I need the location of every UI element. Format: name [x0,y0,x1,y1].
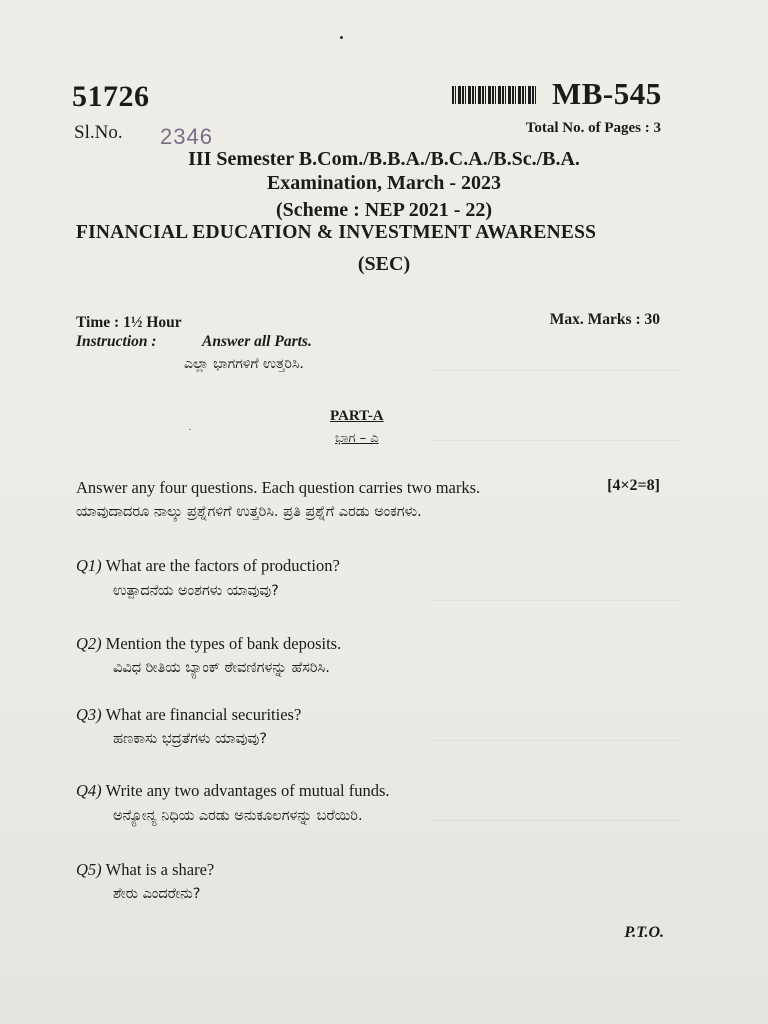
question-item [76,705,301,725]
question-text: What are financial securities? [105,705,302,724]
question-text-kannada: ಹಣಕಾಸು ಭದ್ರತೆಗಳು ಯಾವುವು? [113,731,267,747]
instruction-text-kannada: ಎಲ್ಲಾ ಭಾಗಗಳಿಗೆ ಉತ್ತರಿಸಿ. [184,356,304,372]
course-type: (SEC) [357,253,411,275]
serial-number-value: 2346 [160,124,213,149]
bleed-through-line [430,370,680,371]
question-text: Write any two advantages of mutual funds. [105,781,390,800]
speck-mark [340,36,343,39]
question-item [76,634,341,654]
question-text-kannada: ಅನ್ಯೋನ್ಯ ನಿಧಿಯ ಎರಡು ಅನುಕೂಲಗಳನ್ನು ಬರೆಯಿರಿ. [113,808,363,824]
bleed-through-line [430,600,680,601]
serial-number-label: Sl.No. [74,122,123,143]
question-text: Mention the types of bank deposits. [105,634,342,653]
bleed-through-line [430,440,680,441]
exam-code: MB-545 [552,76,662,111]
question-number: Q3) [76,705,102,724]
instruction-label: Instruction : [76,333,157,350]
part-title: PART-A [330,408,384,424]
question-text-kannada: ಶೇರು ಎಂದರೇನು? [113,886,201,902]
question-number: Q4) [76,781,102,800]
section-instruction: Answer any four questions. Each question carries two marks. [76,478,481,497]
exam-title-line-3: (Scheme : NEP 2021 - 22) [275,199,493,221]
question-item [76,556,340,576]
question-number: Q5) [76,860,102,879]
question-item [76,860,214,880]
question-text: What is a share? [105,860,215,879]
exam-title-line-2: Examination, March - 2023 [266,172,502,194]
max-marks: Max. Marks : 30 [549,311,660,328]
question-number: Q2) [76,634,102,653]
barcode-icon [452,86,538,104]
instruction-text: Answer all Parts. [202,333,312,350]
page-turn-over: P.T.O. [624,924,664,941]
question-number: Q1) [76,556,102,575]
question-text-kannada: ವಿವಿಧ ರೀತಿಯ ಬ್ಯಾಂಕ್ ಠೇವಣಿಗಳನ್ನು ಹೆಸರಿಸಿ. [113,660,330,676]
question-text-kannada: ಉತ್ಪಾದನೆಯ ಅಂಶಗಳು ಯಾವುವು? [113,583,279,599]
section-instruction-kannada: ಯಾವುದಾದರೂ ನಾಲ್ಕು ಪ್ರಶ್ನೆಗಳಿಗೆ ಉತ್ತರಿಸಿ. ಪ್ರತಿ ಪ್ರಶ್ನೆಗೆ ಎರಡು ಅಂಕಗಳು. [76,504,422,520]
paper-code: 51726 [72,80,150,113]
bleed-through-line [430,740,680,741]
part-title-kannada: ಭಾಗ – ಎ [335,431,379,446]
question-item [76,781,390,801]
time-allowed: Time : 1½ Hour [76,314,182,331]
total-pages: Total No. of Pages : 3 [525,120,661,136]
question-text: What are the factors of production? [105,556,340,575]
section-marks: [4×2=8] [607,477,660,494]
course-title: FINANCIAL EDUCATION & INVESTMENT AWARENESS [76,222,597,243]
speck-mark: · [188,424,192,436]
exam-title-line-1: III Semester B.Com./B.B.A./B.C.A./B.Sc./B.A. [188,148,580,170]
bleed-through-line [430,820,680,821]
